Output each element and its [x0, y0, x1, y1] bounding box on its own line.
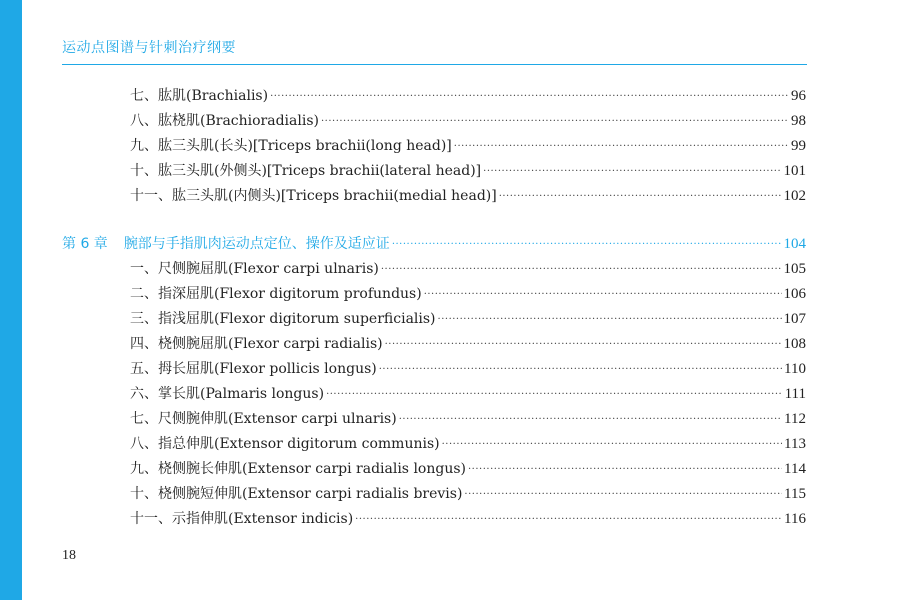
toc-entry-page: 99	[791, 138, 806, 154]
toc-entry[interactable]	[130, 358, 806, 378]
toc-entry-page: 107	[783, 311, 806, 327]
toc-entry-title: 一、尺侧腕屈肌(Flexor carpi ulnaris)	[130, 261, 379, 277]
toc-entry[interactable]	[130, 160, 806, 180]
toc-entry-title: 十、肱三头肌(外侧头)[Triceps brachii(lateral head)]	[130, 163, 482, 179]
toc-entry-page: 105	[783, 261, 806, 277]
toc-leader-dots	[392, 239, 782, 250]
toc-entry-page: 114	[784, 461, 806, 477]
toc-entry-page: 111	[784, 386, 806, 402]
toc-entry[interactable]	[130, 333, 806, 353]
toc-entry-title: 八、肱桡肌(Brachioradialis)	[130, 113, 319, 129]
toc-entry-page: 102	[783, 188, 806, 204]
toc-entry-title: 十一、肱三头肌(内侧头)[Triceps brachii(medial head)]	[130, 188, 497, 204]
toc-entry[interactable]	[130, 483, 806, 503]
toc-entry-page: 108	[783, 336, 806, 352]
chapter-number: 第 6 章	[62, 236, 108, 252]
toc-entry-title: 九、肱三头肌(长头)[Triceps brachii(long head)]	[130, 138, 452, 154]
toc-entry[interactable]	[130, 408, 806, 428]
toc-entry-page: 101	[783, 163, 806, 179]
toc-entry-title: 九、桡侧腕长伸肌(Extensor carpi radialis longus)	[130, 461, 466, 477]
toc-entry[interactable]	[130, 383, 806, 403]
toc-leader-dots	[326, 389, 783, 400]
toc-entry-page: 112	[784, 411, 806, 427]
toc-entry-title: 七、肱肌(Brachialis)	[130, 88, 269, 104]
toc-leader-dots	[499, 191, 782, 202]
toc-entry-page: 96	[791, 88, 806, 104]
toc-entry-page: 110	[784, 361, 806, 377]
toc-entry[interactable]	[130, 110, 806, 130]
toc-entry-title: 五、拇长屈肌(Flexor pollicis longus)	[130, 361, 377, 377]
toc-leader-dots	[442, 439, 782, 450]
toc-entry-title: 二、指深屈肌(Flexor digitorum profundus)	[130, 286, 422, 302]
toc-leader-dots	[399, 414, 782, 425]
toc-entry-title: 十一、示指伸肌(Extensor indicis)	[130, 511, 354, 527]
toc-entry-page: 116	[784, 511, 806, 527]
running-title: 运动点图谱与针刺治疗纲要	[62, 40, 236, 56]
toc-entry-title: 六、掌长肌(Palmaris longus)	[130, 386, 325, 402]
toc-leader-dots	[355, 514, 782, 525]
toc-leader-dots	[381, 264, 782, 275]
toc-entry[interactable]	[130, 185, 806, 205]
toc-leader-dots	[464, 489, 782, 500]
toc-entry[interactable]	[130, 135, 806, 155]
toc-chapter-heading[interactable]	[62, 233, 806, 253]
toc-entry[interactable]	[130, 433, 806, 453]
toc-leader-dots	[379, 364, 782, 375]
toc-entry[interactable]	[130, 258, 806, 278]
chapter-page: 104	[783, 236, 806, 252]
toc-leader-dots	[483, 166, 781, 177]
toc-entry-title: 七、尺侧腕伸肌(Extensor carpi ulnaris)	[130, 411, 397, 427]
toc-leader-dots	[438, 314, 782, 325]
toc-leader-dots	[424, 289, 782, 300]
toc-entry-page: 98	[791, 113, 806, 129]
toc-leader-dots	[270, 91, 789, 102]
toc-leader-dots	[454, 141, 789, 152]
toc-entry[interactable]	[130, 458, 806, 478]
toc-entry-title: 三、指浅屈肌(Flexor digitorum superficialis)	[130, 311, 436, 327]
toc-entry-title: 八、指总伸肌(Extensor digitorum communis)	[130, 436, 440, 452]
toc-entry[interactable]	[130, 283, 806, 303]
toc-leader-dots	[321, 116, 789, 127]
chapter-title: 腕部与手指肌肉运动点定位、操作及适应证	[123, 236, 390, 252]
toc-entry[interactable]	[130, 308, 806, 328]
page-number: 18	[62, 548, 76, 563]
toc-entry-title: 十、桡侧腕短伸肌(Extensor carpi radialis brevis)	[130, 486, 463, 502]
toc-entry[interactable]	[130, 85, 806, 105]
toc-entry-title: 四、桡侧腕屈肌(Flexor carpi radialis)	[130, 336, 383, 352]
toc-entry-page: 113	[784, 436, 806, 452]
toc-entry[interactable]	[130, 508, 806, 528]
toc-entry-page: 115	[784, 486, 806, 502]
toc-leader-dots	[385, 339, 782, 350]
toc-leader-dots	[468, 464, 782, 475]
toc-entry-page: 106	[783, 286, 806, 302]
